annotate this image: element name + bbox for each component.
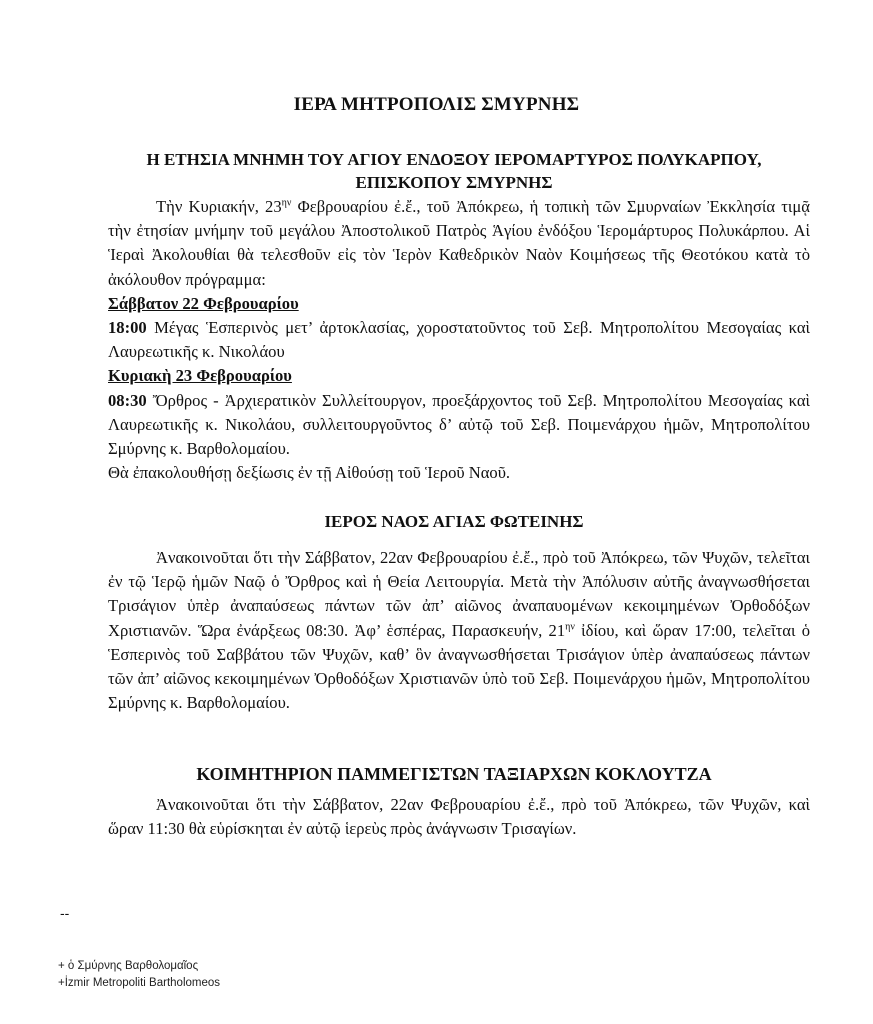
- section2-text: Ἀνακοινοῦται ὅτι τὴν Σάββατον, 22αν Φεβρουαρίου ἐ.ἔ., πρὸ τοῦ Ἀπόκρεω, τῶν Ψυχῶν, τελεῖται ἐν τῷ Ἱερῷ ἡμῶν Ναῷ ὁ Ὄρθρος καὶ ἡ Θεία Λειτουργία. Μετὰ τὴν Ἀπόλυσιν αὐτῆς ἀναγνωσθήσεται Τρισάγιον ὑπὲρ ἀναπαύσεως πάντων τῶν ἀπ’ αἰῶνος ἀναπαυομένων κεκοιμημένων Ὀρθοδόξων Χριστιανῶν. Ὥρα ἐνάρξεως 08:30. Ἀφ’ ἑσπέρας, Παρασκευήν, $21^{\eta\nu}$ ἰδίου, καὶ ὥραν 17:00, τελεῖται ὁ Ἑσπερινὸς τοῦ Σαββάτου τῶν Ψυχῶν, καθ’ ὃν ἀναγνωσθήσεται Τρισάγιον ὑπὲρ ἀναπαύσεως πάντων τῶν ἀπ’ αἰῶνος κεκοιμημένων Ὀρθοδόξων Χριστιανῶν ὑπὸ τοῦ Σεβ. Ποιμενάρχου ἡμῶν, Μητροπολίτου Σμύρνης κ. Βαρθολομαίου.: [108, 548, 810, 713]
- signature-latin: +İzmir Metropoliti Bartholomeos: [58, 977, 221, 989]
- section3-text: Ἀνακοινοῦται ὅτι τὴν Σάββατον, 22αν Φεβρουαρίου ἐ.ἔ., πρὸ τοῦ Ἀπόκρεω, τῶν Ψυχῶν, καὶ ὥραν 11:30 θὰ εὑρίσκηται ἐν αὐτῷ ἱερεὺς πρὸς ἀνάγνωσιν Τρισαγίων.: [108, 795, 810, 839]
- separator-dash: --: [60, 905, 70, 921]
- schedule-day2-entry: 08:30 Ὄρθρος - Ἀρχιερατικὸν Συλλείτουργον, προεξάρχοντος τοῦ Σεβ. Μητροπολίτου Μεσογαίας καὶ Λαυρεωτικῆς κ. Νικολάου, συλλειτουργοῦντος δ’ αὐτῷ τοῦ Σεβ. Ποιμενάρχου ἡμῶν, Μητροπολίτου Σμύρνης κ. Βαρθολομαίου.: [108, 390, 810, 459]
- section1-heading-line1: Η ΕΤΗΣΙΑ ΜΝΗΜΗ ΤΟΥ ΑΓΙΟΥ ΕΝΔΟΞΟΥ ΙΕΡΟΜΑΡΤΥΡΟΣ ΠΟΛΥΚΑΡΠΟΥ,: [146, 150, 762, 169]
- document-title: ΙΕΡΑ ΜΗΤΡΟΠΟΛΙΣ ΣΜΥΡΝΗΣ: [293, 94, 580, 115]
- section1-heading-line2: ΕΠΙΣΚΟΠΟΥ ΣΜΥΡΝΗΣ: [355, 173, 553, 192]
- schedule-day1-date: Σάββατον 22 Φεβρουαρίου: [108, 293, 299, 313]
- section3-heading: ΚΟΙΜΗΤΗΡΙΟΝ ΠΑΜΜΕΓΙΣΤΩΝ ΤΑΞΙΑΡΧΩΝ ΚΟΚΛΟΥΤΖΑ: [196, 764, 712, 784]
- reception-note: Θὰ ἐπακολουθήσῃ δεξίωσις ἐν τῇ Αἰθούσῃ τοῦ Ἱεροῦ Ναοῦ.: [108, 463, 511, 483]
- section1-body: [108, 195, 810, 485]
- schedule-day1-entry: 18:00 Μέγας Ἑσπερινὸς μετ’ ἀρτοκλασίας, χοροστατοῦντος τοῦ Σεβ. Μητροπολίτου Μεσογαίας καὶ Λαυρεωτικῆς κ. Νικολάου: [108, 318, 810, 362]
- section2-body: [108, 546, 810, 715]
- schedule-day2-date: Κυριακὴ 23 Φεβρουαρίου: [108, 366, 292, 386]
- signature-greek: + ὁ Σμύρνης Βαρθολομαῖος: [58, 960, 199, 972]
- section1-intro: Τὴν Κυριακήν, $23^{\eta\nu}$ Φεβρουαρίου ἐ.ἔ., τοῦ Ἀπόκρεω, ἡ τοπικὴ τῶν Σμυρναίων Ἐκκλησία τιμᾷ τὴν ἐτησίαν μνήμην τοῦ μεγάλου Ἀποστολικοῦ Πατρὸς Ἁγίου ἐνδόξου Ἱερομάρτυρος Πολυκάρπου. Αἱ Ἱεραὶ Ἀκολουθίαι θὰ τελεσθοῦν εἰς τὸν Ἱερὸν Καθεδρικὸν Ναὸν Κοιμήσεως τῆς Θεοτόκου κατὰ τὸ ἀκόλουθον πρόγραμμα:: [108, 197, 810, 289]
- section1-heading: [108, 148, 800, 194]
- section2-heading: ΙΕΡΟΣ ΝΑΟΣ ΑΓΙΑΣ ΦΩΤΕΙΝΗΣ: [324, 512, 584, 531]
- section3-body: [108, 793, 810, 841]
